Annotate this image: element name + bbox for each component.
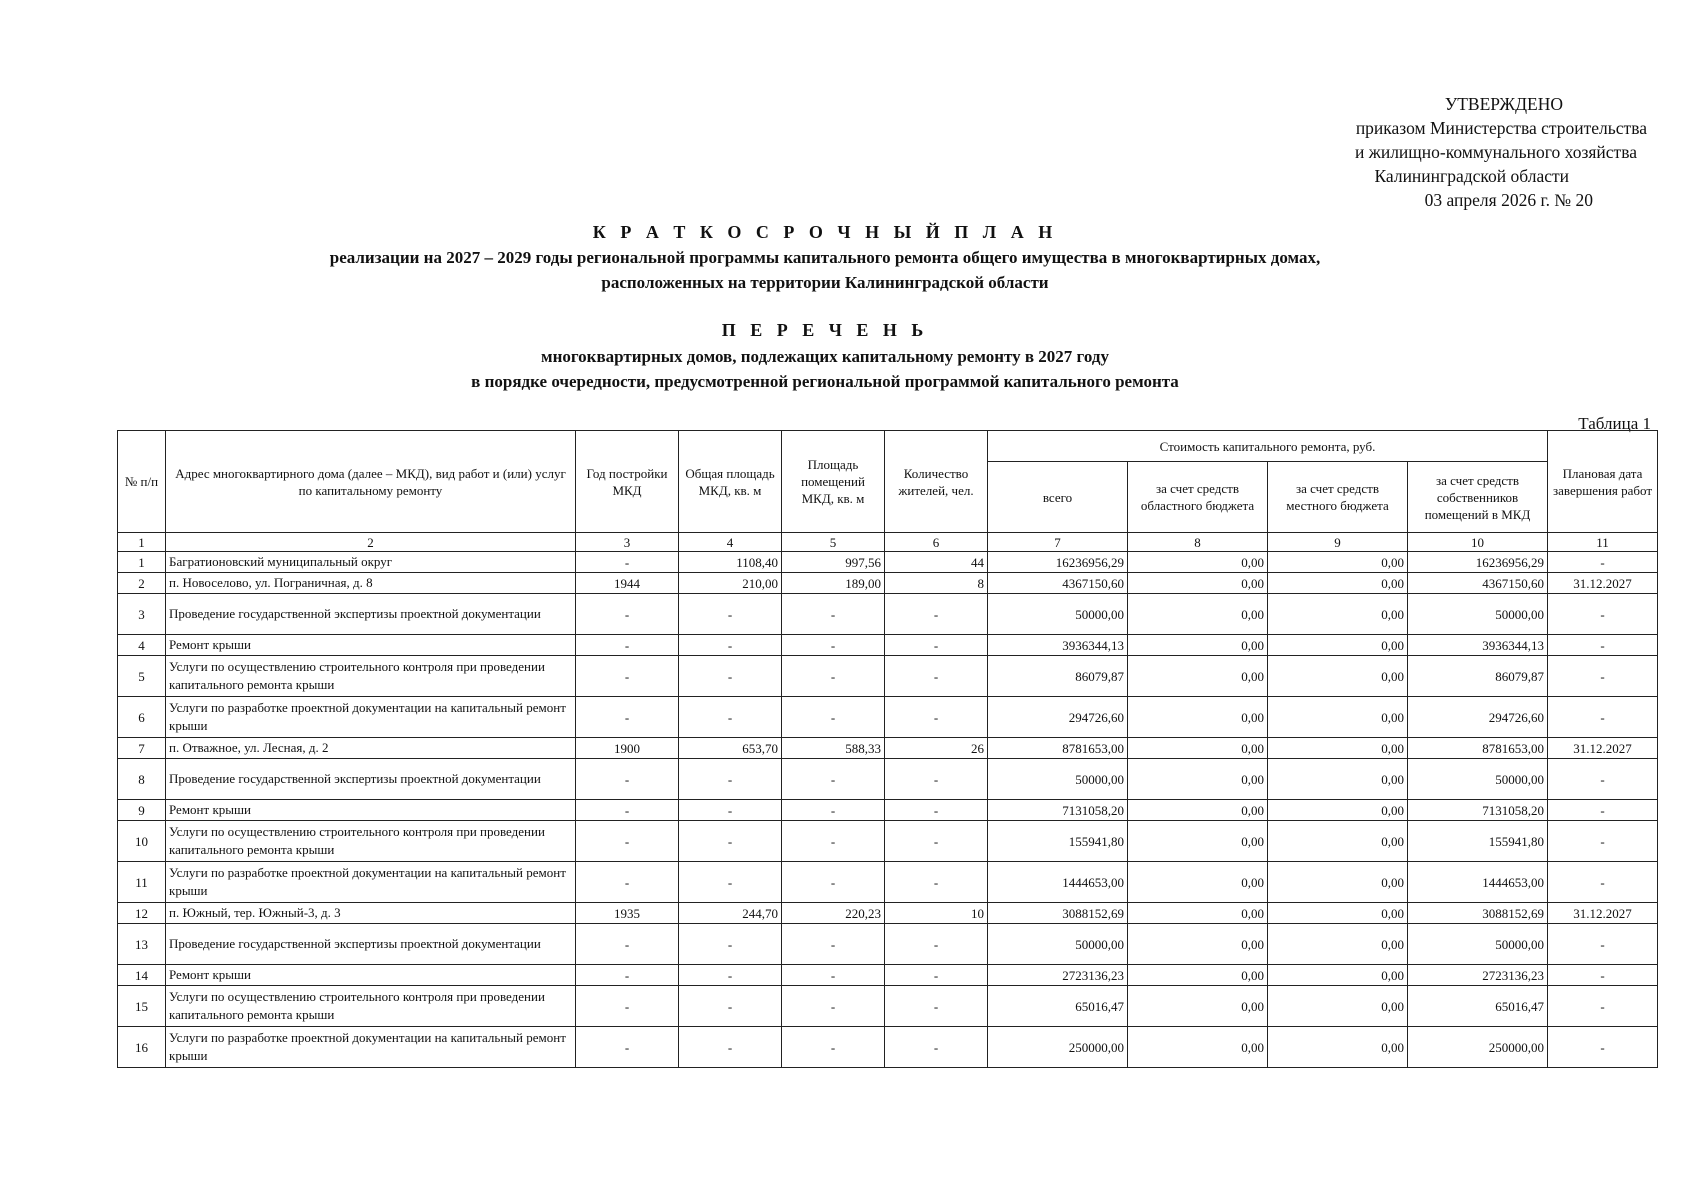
column-number: 7 xyxy=(988,533,1128,552)
table-row xyxy=(118,924,1658,965)
cell-num: 5 xyxy=(118,656,166,697)
cell-cost-local: 0,00 xyxy=(1268,573,1408,594)
cell-cost-local: 0,00 xyxy=(1268,656,1408,697)
cell-year: - xyxy=(576,965,679,986)
cell-num: 3 xyxy=(118,594,166,635)
cell-cost-regional: 0,00 xyxy=(1128,635,1268,656)
cell-address: Услуги по осуществлению строительного контроля при проведении капитального ремонта крыши xyxy=(166,656,576,697)
cell-total-area: - xyxy=(679,986,782,1027)
table-label: Таблица 1 xyxy=(1578,414,1651,433)
table-row xyxy=(118,573,1658,594)
list-subtitle-1: многоквартирных домов, подлежащих капитальному ремонту в 2027 году xyxy=(541,347,1109,366)
cell-residents: - xyxy=(885,1027,988,1068)
cell-completion-date: 31.12.2027 xyxy=(1548,903,1658,924)
cell-premises-area: 997,56 xyxy=(782,552,885,573)
cell-cost-local: 0,00 xyxy=(1268,821,1408,862)
cell-num: 7 xyxy=(118,738,166,759)
cell-residents: - xyxy=(885,656,988,697)
cell-total-area: - xyxy=(679,594,782,635)
cell-num: 9 xyxy=(118,800,166,821)
cell-completion-date: 31.12.2027 xyxy=(1548,738,1658,759)
column-number: 5 xyxy=(782,533,885,552)
cell-cost-local: 0,00 xyxy=(1268,903,1408,924)
header-cost-local: за счет средств местного бюджета xyxy=(1268,462,1408,533)
header-residents: Количество жителей, чел. xyxy=(885,431,988,533)
cell-num: 10 xyxy=(118,821,166,862)
cell-year: - xyxy=(576,759,679,800)
cell-premises-area: - xyxy=(782,924,885,965)
cell-cost-local: 0,00 xyxy=(1268,635,1408,656)
header-cost-owners: за счет средств собственников помещений в МКД xyxy=(1408,462,1548,533)
cell-num: 15 xyxy=(118,986,166,1027)
cell-completion-date: - xyxy=(1548,656,1658,697)
cell-num: 1 xyxy=(118,552,166,573)
column-number: 11 xyxy=(1548,533,1658,552)
table-row xyxy=(118,986,1658,1027)
cell-cost-owners: 50000,00 xyxy=(1408,924,1548,965)
cell-cost-regional: 0,00 xyxy=(1128,552,1268,573)
cell-cost-regional: 0,00 xyxy=(1128,986,1268,1027)
header-cost-total: всего xyxy=(988,462,1128,533)
approval-line-4: 03 апреля 2026 г. № 20 xyxy=(1424,190,1593,210)
cell-completion-date: - xyxy=(1548,635,1658,656)
cell-cost-owners: 3936344,13 xyxy=(1408,635,1548,656)
cell-num: 11 xyxy=(118,862,166,903)
cell-completion-date: - xyxy=(1548,697,1658,738)
cell-completion-date: - xyxy=(1548,552,1658,573)
list-subtitle-2: в порядке очередности, предусмотренной региональной программой капитального ремонта xyxy=(471,372,1179,391)
cell-total-area: - xyxy=(679,862,782,903)
approval-line-3: Калининградской области xyxy=(1374,166,1569,186)
cell-num: 8 xyxy=(118,759,166,800)
cell-year: 1900 xyxy=(576,738,679,759)
table-row xyxy=(118,800,1658,821)
cell-year: - xyxy=(576,594,679,635)
cell-premises-area: 189,00 xyxy=(782,573,885,594)
table-row xyxy=(118,759,1658,800)
cell-residents: 26 xyxy=(885,738,988,759)
header-completion-date: Плановая дата завершения работ xyxy=(1548,431,1658,533)
table-row xyxy=(118,862,1658,903)
cell-cost-owners: 4367150,60 xyxy=(1408,573,1548,594)
cell-num: 4 xyxy=(118,635,166,656)
table-row xyxy=(118,635,1658,656)
cell-cost-total: 50000,00 xyxy=(988,759,1128,800)
cell-residents: - xyxy=(885,821,988,862)
cell-address: п. Отважное, ул. Лесная, д. 2 xyxy=(166,738,576,759)
cell-cost-total: 3088152,69 xyxy=(988,903,1128,924)
cell-cost-regional: 0,00 xyxy=(1128,903,1268,924)
cell-cost-regional: 0,00 xyxy=(1128,594,1268,635)
plan-subtitle-2: расположенных на территории Калининградской области xyxy=(601,273,1049,292)
cell-cost-total: 7131058,20 xyxy=(988,800,1128,821)
cell-cost-regional: 0,00 xyxy=(1128,965,1268,986)
cell-completion-date: - xyxy=(1548,821,1658,862)
cell-cost-regional: 0,00 xyxy=(1128,697,1268,738)
cell-premises-area: - xyxy=(782,697,885,738)
cell-cost-total: 16236956,29 xyxy=(988,552,1128,573)
cell-cost-total: 50000,00 xyxy=(988,594,1128,635)
cell-premises-area: - xyxy=(782,862,885,903)
cell-completion-date: - xyxy=(1548,594,1658,635)
cell-cost-regional: 0,00 xyxy=(1128,924,1268,965)
column-number: 2 xyxy=(166,533,576,552)
cell-num: 12 xyxy=(118,903,166,924)
cell-address: Услуги по разработке проектной документации на капитальный ремонт крыши xyxy=(166,697,576,738)
cell-cost-local: 0,00 xyxy=(1268,1027,1408,1068)
cell-total-area: - xyxy=(679,965,782,986)
cell-completion-date: - xyxy=(1548,965,1658,986)
cell-total-area: 653,70 xyxy=(679,738,782,759)
cell-cost-owners: 294726,60 xyxy=(1408,697,1548,738)
cell-year: - xyxy=(576,986,679,1027)
table-body xyxy=(118,552,1658,1068)
cell-cost-owners: 2723136,23 xyxy=(1408,965,1548,986)
plan-table xyxy=(117,430,1658,1068)
header-cost-group: Стоимость капитального ремонта, руб. xyxy=(988,431,1548,462)
cell-residents: 10 xyxy=(885,903,988,924)
cell-cost-local: 0,00 xyxy=(1268,965,1408,986)
cell-cost-total: 65016,47 xyxy=(988,986,1128,1027)
cell-residents: - xyxy=(885,986,988,1027)
cell-premises-area: - xyxy=(782,635,885,656)
cell-total-area: - xyxy=(679,800,782,821)
cell-residents: - xyxy=(885,697,988,738)
cell-cost-owners: 7131058,20 xyxy=(1408,800,1548,821)
cell-cost-local: 0,00 xyxy=(1268,924,1408,965)
table-row xyxy=(118,697,1658,738)
cell-completion-date: - xyxy=(1548,759,1658,800)
cell-total-area: - xyxy=(679,821,782,862)
column-number: 10 xyxy=(1408,533,1548,552)
cell-cost-regional: 0,00 xyxy=(1128,800,1268,821)
cell-address: Проведение государственной экспертизы проектной документации xyxy=(166,759,576,800)
cell-num: 6 xyxy=(118,697,166,738)
header-cost-regional: за счет средств областного бюджета xyxy=(1128,462,1268,533)
cell-cost-local: 0,00 xyxy=(1268,594,1408,635)
cell-address: п. Новоселово, ул. Пограничная, д. 8 xyxy=(166,573,576,594)
cell-premises-area: - xyxy=(782,986,885,1027)
approval-line-1: приказом Министерства строительства xyxy=(1355,118,1647,138)
plan-subtitle-1: реализации на 2027 – 2029 годы региональной программы капитального ремонта общего имущества в многоквартирных домах, xyxy=(329,248,1321,267)
plan-title: К Р А Т К О С Р О Ч Н Ы Й П Л А Н xyxy=(592,222,1058,242)
cell-cost-regional: 0,00 xyxy=(1128,821,1268,862)
cell-cost-owners: 3088152,69 xyxy=(1408,903,1548,924)
table-row xyxy=(118,821,1658,862)
cell-cost-owners: 250000,00 xyxy=(1408,1027,1548,1068)
cell-residents: - xyxy=(885,635,988,656)
cell-cost-total: 50000,00 xyxy=(988,924,1128,965)
cell-cost-local: 0,00 xyxy=(1268,697,1408,738)
table-row xyxy=(118,1027,1658,1068)
column-number: 1 xyxy=(118,533,166,552)
cell-year: - xyxy=(576,862,679,903)
cell-premises-area: 588,33 xyxy=(782,738,885,759)
cell-num: 14 xyxy=(118,965,166,986)
table-row xyxy=(118,965,1658,986)
cell-premises-area: 220,23 xyxy=(782,903,885,924)
cell-residents: - xyxy=(885,862,988,903)
cell-residents: - xyxy=(885,965,988,986)
cell-residents: 8 xyxy=(885,573,988,594)
cell-total-area: - xyxy=(679,697,782,738)
cell-year: - xyxy=(576,800,679,821)
cell-year: - xyxy=(576,656,679,697)
cell-cost-owners: 50000,00 xyxy=(1408,594,1548,635)
approval-block xyxy=(1289,92,1649,212)
cell-cost-owners: 155941,80 xyxy=(1408,821,1548,862)
cell-total-area: - xyxy=(679,656,782,697)
column-number-row xyxy=(118,533,1658,552)
approval-line-2: и жилищно-коммунального хозяйства xyxy=(1355,142,1637,162)
cell-cost-owners: 65016,47 xyxy=(1408,986,1548,1027)
cell-premises-area: - xyxy=(782,821,885,862)
cell-year: 1944 xyxy=(576,573,679,594)
cell-cost-owners: 1444653,00 xyxy=(1408,862,1548,903)
column-number: 8 xyxy=(1128,533,1268,552)
cell-total-area: - xyxy=(679,1027,782,1068)
column-number: 6 xyxy=(885,533,988,552)
cell-cost-local: 0,00 xyxy=(1268,862,1408,903)
header-year: Год постройки МКД xyxy=(576,431,679,533)
column-number: 4 xyxy=(679,533,782,552)
table-row xyxy=(118,552,1658,573)
cell-cost-total: 155941,80 xyxy=(988,821,1128,862)
cell-premises-area: - xyxy=(782,965,885,986)
cell-completion-date: - xyxy=(1548,986,1658,1027)
cell-cost-local: 0,00 xyxy=(1268,552,1408,573)
cell-completion-date: - xyxy=(1548,924,1658,965)
cell-address: Ремонт крыши xyxy=(166,965,576,986)
cell-year: - xyxy=(576,552,679,573)
cell-address: Ремонт крыши xyxy=(166,800,576,821)
cell-cost-total: 4367150,60 xyxy=(988,573,1128,594)
cell-cost-owners: 16236956,29 xyxy=(1408,552,1548,573)
cell-year: - xyxy=(576,635,679,656)
cell-residents: - xyxy=(885,924,988,965)
cell-premises-area: - xyxy=(782,594,885,635)
cell-total-area: 244,70 xyxy=(679,903,782,924)
cell-cost-regional: 0,00 xyxy=(1128,759,1268,800)
cell-residents: - xyxy=(885,759,988,800)
approval-title: УТВЕРЖДЕНО xyxy=(1444,94,1563,114)
cell-cost-total: 3936344,13 xyxy=(988,635,1128,656)
cell-year: - xyxy=(576,924,679,965)
cell-cost-regional: 0,00 xyxy=(1128,862,1268,903)
cell-cost-total: 86079,87 xyxy=(988,656,1128,697)
cell-cost-total: 294726,60 xyxy=(988,697,1128,738)
cell-completion-date: - xyxy=(1548,862,1658,903)
cell-cost-local: 0,00 xyxy=(1268,800,1408,821)
cell-premises-area: - xyxy=(782,800,885,821)
cell-address: Проведение государственной экспертизы проектной документации xyxy=(166,924,576,965)
header-premises-area: Площадь помещений МКД, кв. м xyxy=(782,431,885,533)
cell-year: 1935 xyxy=(576,903,679,924)
cell-address: Услуги по разработке проектной документации на капитальный ремонт крыши xyxy=(166,862,576,903)
cell-total-area: 1108,40 xyxy=(679,552,782,573)
cell-cost-local: 0,00 xyxy=(1268,986,1408,1027)
cell-cost-total: 8781653,00 xyxy=(988,738,1128,759)
table-row xyxy=(118,656,1658,697)
cell-total-area: - xyxy=(679,759,782,800)
cell-year: - xyxy=(576,697,679,738)
cell-address: Услуги по осуществлению строительного контроля при проведении капитального ремонта крыши xyxy=(166,986,576,1027)
cell-year: - xyxy=(576,1027,679,1068)
cell-cost-total: 250000,00 xyxy=(988,1027,1128,1068)
cell-address: Ремонт крыши xyxy=(166,635,576,656)
cell-premises-area: - xyxy=(782,1027,885,1068)
cell-address: п. Южный, тер. Южный-3, д. 3 xyxy=(166,903,576,924)
cell-cost-owners: 8781653,00 xyxy=(1408,738,1548,759)
list-title: П Е Р Е Ч Е Н Ь xyxy=(721,320,929,340)
cell-cost-owners: 86079,87 xyxy=(1408,656,1548,697)
table-row xyxy=(118,903,1658,924)
cell-residents: - xyxy=(885,594,988,635)
table-row xyxy=(118,738,1658,759)
cell-cost-regional: 0,00 xyxy=(1128,573,1268,594)
cell-completion-date: - xyxy=(1548,1027,1658,1068)
cell-total-area: - xyxy=(679,635,782,656)
cell-num: 13 xyxy=(118,924,166,965)
cell-address: Услуги по осуществлению строительного контроля при проведении капитального ремонта крыши xyxy=(166,821,576,862)
header-address: Адрес многоквартирного дома (далее – МКД), вид работ и (или) услуг по капитальному ремонту xyxy=(166,431,576,533)
cell-completion-date: - xyxy=(1548,800,1658,821)
cell-cost-local: 0,00 xyxy=(1268,738,1408,759)
cell-num: 16 xyxy=(118,1027,166,1068)
cell-total-area: - xyxy=(679,924,782,965)
cell-cost-regional: 0,00 xyxy=(1128,1027,1268,1068)
cell-cost-regional: 0,00 xyxy=(1128,656,1268,697)
cell-address: Проведение государственной экспертизы проектной документации xyxy=(166,594,576,635)
cell-cost-total: 1444653,00 xyxy=(988,862,1128,903)
cell-premises-area: - xyxy=(782,759,885,800)
cell-premises-area: - xyxy=(782,656,885,697)
cell-address: Услуги по разработке проектной документации на капитальный ремонт крыши xyxy=(166,1027,576,1068)
column-number: 3 xyxy=(576,533,679,552)
cell-num: 2 xyxy=(118,573,166,594)
table-row xyxy=(118,594,1658,635)
cell-residents: - xyxy=(885,800,988,821)
header-total-area: Общая площадь МКД, кв. м xyxy=(679,431,782,533)
cell-address: Багратионовский муниципальный округ xyxy=(166,552,576,573)
cell-cost-owners: 50000,00 xyxy=(1408,759,1548,800)
header-num: № п/п xyxy=(118,431,166,533)
cell-cost-total: 2723136,23 xyxy=(988,965,1128,986)
cell-residents: 44 xyxy=(885,552,988,573)
cell-cost-local: 0,00 xyxy=(1268,759,1408,800)
cell-year: - xyxy=(576,821,679,862)
cell-cost-regional: 0,00 xyxy=(1128,738,1268,759)
cell-total-area: 210,00 xyxy=(679,573,782,594)
cell-completion-date: 31.12.2027 xyxy=(1548,573,1658,594)
column-number: 9 xyxy=(1268,533,1408,552)
